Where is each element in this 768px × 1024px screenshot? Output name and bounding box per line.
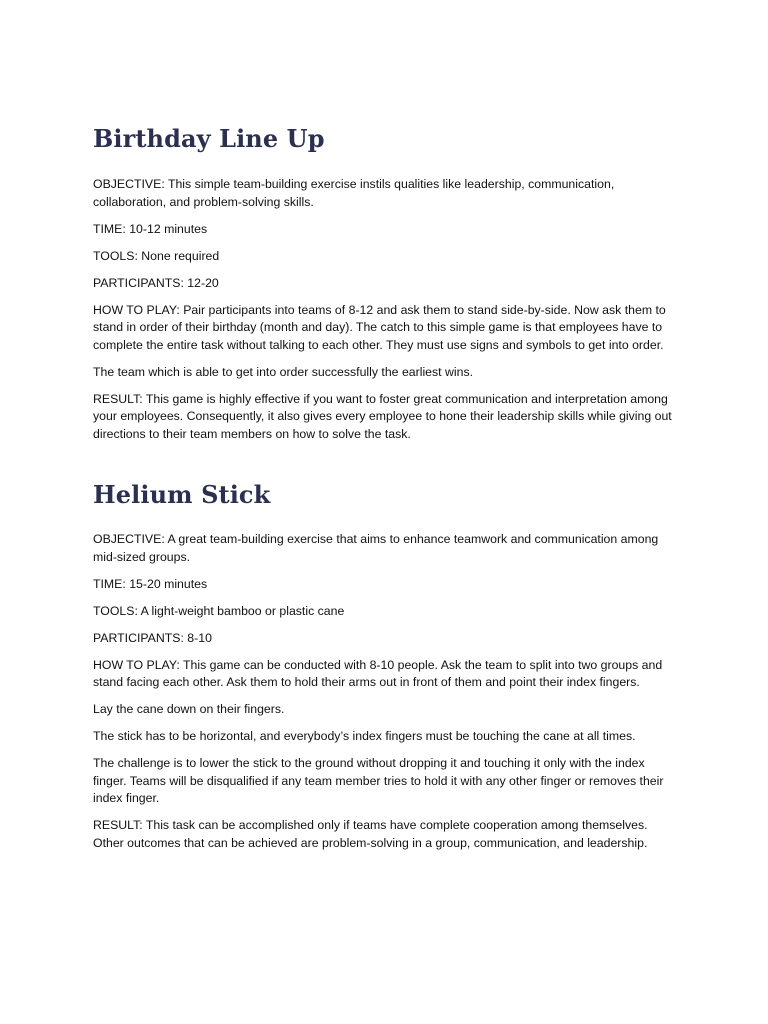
section-title-helium-stick: Helium Stick: [93, 480, 271, 509]
participants-paragraph: PARTICIPANTS: 12-20: [93, 275, 219, 290]
stick-rule-paragraph: The stick has to be horizontal, and everybody’s index fingers must be touching the cane at all times.: [93, 729, 636, 743]
time-paragraph: TIME: 10-12 minutes: [93, 221, 208, 236]
result-paragraph: RESULT: This task can be accomplished only if teams have complete cooperation among themselves. Other outcomes that can be achieved are problem-solving in a group, communication, and leadership.: [93, 818, 648, 850]
section-title-birthday-line-up: Birthday Line Up: [93, 124, 325, 153]
document-body: [93, 122, 678, 862]
participants-paragraph: PARTICIPANTS: 8-10: [93, 630, 212, 645]
result-paragraph: RESULT: This game is highly effective if you want to foster great communication and interpretation among your employees. Consequently, it also gives every employee to hone their leadership skills while giving out directions to their team members on how to solve the task.: [93, 391, 672, 441]
objective-paragraph: OBJECTIVE: A great team-building exercise that aims to enhance teamwork and communication among mid-sized groups.: [93, 532, 659, 564]
tools-paragraph: TOOLS: None required: [93, 248, 220, 263]
challenge-paragraph: The challenge is to lower the stick to the ground without dropping it and touching it only with the index finger. Teams will be disqualified if any team member tries to hold it with any other finger or removes their index finger.: [93, 756, 664, 805]
cane-paragraph: Lay the cane down on their fingers.: [93, 702, 285, 716]
how-to-play-paragraph: HOW TO PLAY: This game can be conducted with 8-10 people. Ask the team to split into two groups and stand facing each other. Ask them to hold their arms out in front of them and point their index fingers.: [93, 657, 663, 689]
objective-paragraph: OBJECTIVE: This simple team-building exercise instils qualities like leadership, communication, collaboration, and problem-solving skills.: [93, 177, 615, 209]
time-paragraph: TIME: 15-20 minutes: [93, 576, 208, 591]
tools-paragraph: TOOLS: A light-weight bamboo or plastic cane: [93, 603, 345, 618]
winner-paragraph: The team which is able to get into order successfully the earliest wins.: [93, 364, 474, 379]
how-to-play-paragraph: HOW TO PLAY: Pair participants into teams of 8-12 and ask them to stand side-by-side. Now ask them to stand in order of their birthday (month and day). The catch to this simple game is that employees have to complete the entire task without talking to each other. They must use signs and symbols to get into order.: [93, 302, 666, 352]
